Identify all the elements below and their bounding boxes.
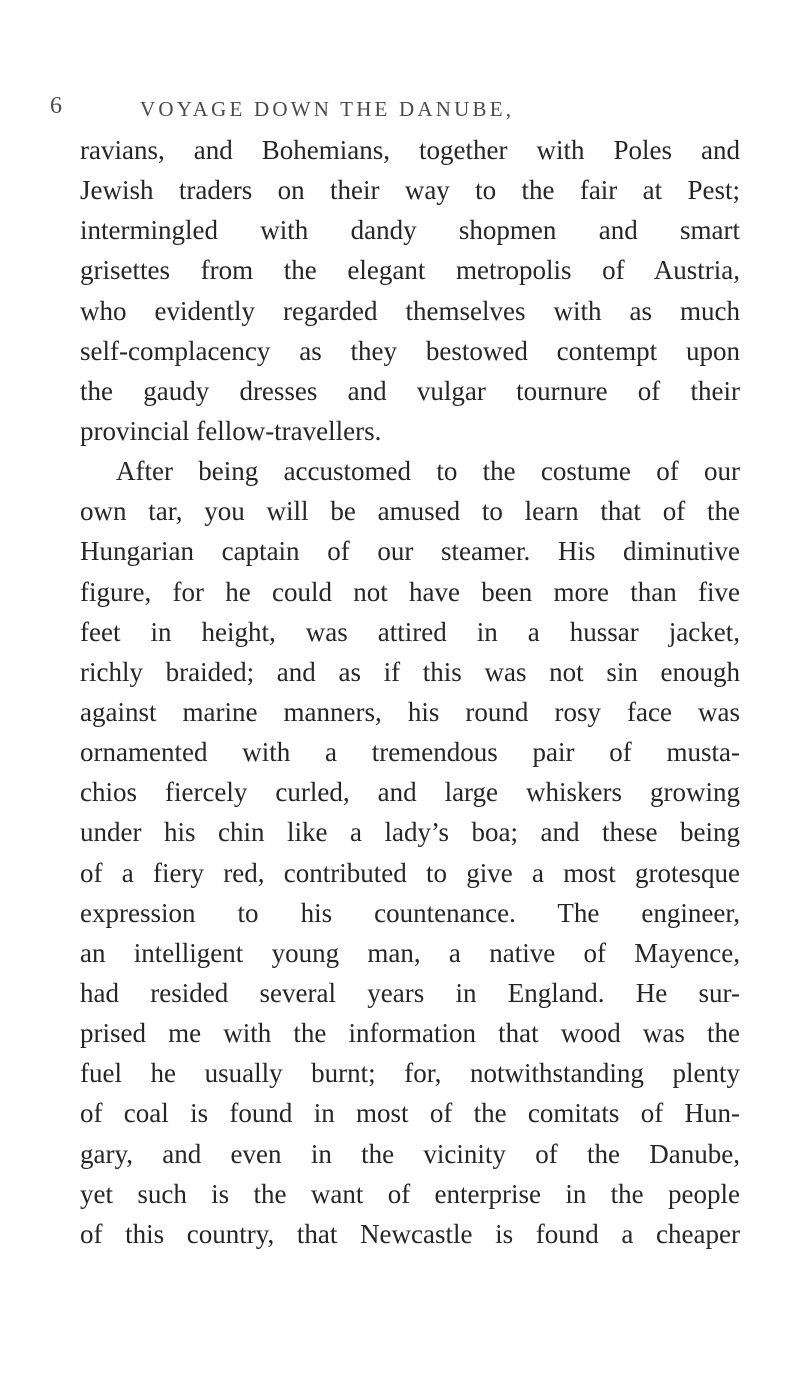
text-line: richly braided; and as if this was not sin enough (80, 656, 740, 687)
text-line: grisettes from the elegant metropolis of Austria, (80, 255, 740, 286)
text-line: an intelligent young man, a native of Mayence, (80, 937, 740, 968)
text-line: ornamented with a tremendous pair of musta- (80, 737, 740, 768)
page-number: 6 (50, 93, 62, 119)
text-line: intermingled with dandy shopmen and smart (80, 215, 740, 246)
text-line: chios fiercely curled, and large whiskers growing (80, 777, 740, 808)
text-line: After being accustomed to the costume of our (116, 456, 740, 487)
text-line: figure, for he could not have been more than five (80, 576, 740, 607)
body-text (80, 130, 740, 1254)
text-line: fuel he usually burnt; for, notwithstanding plenty (80, 1058, 740, 1089)
text-line: had resided several years in England. He sur- (80, 977, 740, 1008)
text-line: Hungarian captain of our steamer. His diminutive (80, 536, 740, 567)
text-line: the gaudy dresses and vulgar tournure of their (80, 375, 740, 406)
text-line: ravians, and Bohemians, together with Poles and (80, 135, 740, 165)
text-line: expression to his countenance. The engineer, (80, 897, 740, 928)
text-line: provincial fellow-travellers. (80, 415, 382, 446)
text-line: of a fiery red, contributed to give a most grotesque (80, 857, 740, 888)
text-line: gary, and even in the vicinity of the Danube, (80, 1138, 740, 1169)
text-line: feet in height, was attired in a hussar jacket, (80, 616, 740, 647)
text-line: under his chin like a lady’s boa; and these being (80, 817, 740, 848)
text-line: own tar, you will be amused to learn that of the (80, 496, 740, 527)
text-line: who evidently regarded themselves with as much (80, 295, 740, 326)
text-line: self-complacency as they bestowed contempt upon (80, 335, 740, 366)
text-line: Jewish traders on their way to the fair at Pest; (80, 175, 740, 206)
running-title: VOYAGE DOWN THE DANUBE, (140, 97, 515, 121)
text-line: of coal is found in most of the comitats of Hun- (80, 1098, 740, 1129)
text-line: against marine manners, his round rosy face was (80, 696, 740, 727)
text-line: of this country, that Newcastle is found a cheaper (80, 1218, 740, 1249)
text-line: yet such is the want of enterprise in the people (80, 1178, 740, 1209)
text-line: prised me with the information that wood was the (80, 1018, 740, 1049)
